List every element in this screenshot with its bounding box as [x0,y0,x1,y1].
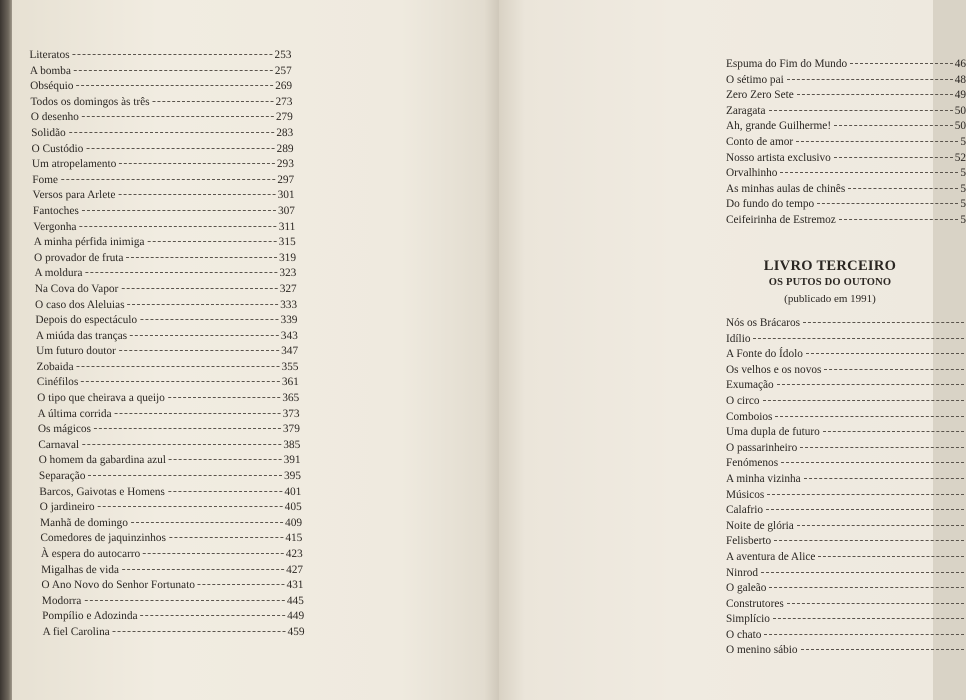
toc-entry [726,472,966,488]
toc-entry [726,441,966,457]
toc-entry-page-number: 301 [277,189,295,202]
toc-leader-dots [806,353,964,354]
toc-leader-dots [764,634,964,635]
toc-entry [29,48,291,64]
toc-entry-title: As minhas aulas de chinês [726,182,846,195]
toc-leader-dots [115,413,281,414]
toc-entry-title: O passarinheiro [726,441,798,454]
toc-entry [726,456,966,472]
toc-entry-title: Fenómenos [726,457,779,470]
toc-entry-page-number: 46 [954,58,966,70]
toc-entry-page-number: 391 [283,454,301,467]
toc-entry [31,142,293,158]
toc-leader-dots [824,369,964,370]
toc-entry-title: Músicos [726,488,765,501]
toc-entry-title: Ah, grande Guilherme! [726,120,832,133]
toc-leader-dots [817,203,958,204]
toc-leader-dots [834,157,953,158]
toc-entry [726,135,966,151]
toc-leader-dots [141,615,286,616]
toc-entry [726,57,966,73]
toc-entry-page-number: 423 [285,548,303,560]
toc-entry-page-number: 427 [286,563,304,576]
toc-entry-page-number: 257 [274,64,292,77]
toc-entry-page-number: 5 [960,198,966,211]
toc-entry-page-number: 283 [276,126,294,139]
toc-entry [726,566,966,582]
section-subtitle: OS PUTOS DO OUTONO [768,277,892,288]
toc-entry [38,422,300,438]
toc-leader-dots [127,304,278,305]
toc-entry-page-number: 445 [286,594,304,607]
toc-entry-title: Uma dupla de futuro [726,426,820,439]
toc-entry-title: A moldura [34,267,83,280]
toc-entry-page-number: 333 [280,298,298,311]
toc-leader-dots [777,384,964,385]
toc-leader-dots [780,172,958,173]
toc-entry-title: A Fonte do Ídolo [726,348,803,361]
toc-entry-title: O caso dos Aleluias [34,298,125,311]
toc-entry-page-number: 5 [960,135,966,148]
toc-entry-title: Modorra [41,594,82,607]
toc-entry-page-number: 409 [284,516,303,529]
toc-entry-page-number: 50 [954,104,966,117]
toc-entry [726,347,966,363]
toc-leader-dots [88,475,282,476]
toc-leader-dots [94,428,281,429]
toc-entry-title: A última corrida [37,407,112,420]
toc-leader-dots [198,584,285,585]
toc-entry-page-number: 379 [282,423,301,436]
toc-leader-dots [787,603,964,604]
toc-entry-title: À espera do autocarro [40,548,141,560]
toc-entry-title: O menino sábio [726,644,798,657]
left-page [12,0,499,700]
toc-entry [40,531,302,547]
toc-entry-page-number: 273 [275,95,293,108]
toc-leader-dots [818,556,964,557]
toc-entry [36,329,298,345]
toc-leader-dots [130,335,279,336]
toc-leader-dots [781,462,964,463]
toc-entry-title: Os mágicos [37,423,92,436]
toc-leader-dots [787,79,953,80]
toc-leader-dots [118,194,275,195]
toc-entry-title: Todos os domingos às três [30,95,150,108]
toc-leader-dots [85,272,277,273]
toc-entry-page-number: 373 [282,407,300,420]
toc-entry-page-number: 415 [285,532,303,545]
toc-entry [36,360,298,376]
toc-entry-page-number: 307 [277,204,296,217]
toc-leader-dots [839,219,959,220]
toc-entry [726,597,966,613]
toc-entry [726,363,966,379]
toc-entry-page-number: 293 [276,158,295,171]
toc-entry-page-number: 431 [286,579,304,592]
toc-entry-page-number: 52 [954,151,966,164]
toc-leader-dots [77,366,280,367]
toc-entry-title: O sétimo pai [726,73,784,86]
toc-entry-title: Carnaval [38,438,80,451]
toc-entry-page-number: 323 [279,267,297,280]
toc-entry-title: Solidão [31,126,66,139]
toc-leader-dots [74,70,273,71]
toc-entry [726,394,966,410]
toc-leader-dots [775,416,964,417]
toc-leader-dots [848,188,958,189]
toc-entry-title: Cinéfilos [36,376,79,389]
toc-entry-title: Os velhos e os novos [726,363,822,376]
toc-entry-title: Um futuro doutor [36,345,116,358]
toc-leader-dots [800,447,964,448]
toc-leader-dots [126,257,277,258]
toc-leader-dots [797,525,964,526]
section-publication-note: (publicado em 1991) [784,293,876,305]
toc-entry [30,64,292,80]
toc-entry [726,628,966,644]
toc-entry-title: Noite de glória [726,519,794,532]
toc-leader-dots [61,179,275,180]
toc-leader-dots [763,400,964,401]
toc-leader-dots [79,226,276,227]
toc-entry [726,550,966,566]
toc-entry [38,453,300,469]
toc-leader-dots [119,350,279,351]
toc-entry-page-number: 319 [278,251,297,264]
toc-entry [37,391,299,407]
toc-entry-page-number: 49 [954,89,966,102]
toc-entry-title: Construtores [726,597,784,610]
toc-leader-dots [801,649,964,650]
toc-leader-dots [73,54,273,55]
toc-entry [40,516,302,532]
toc-leader-dots [823,431,964,432]
toc-entry-title: Fantoches [32,204,79,217]
toc-leader-dots [774,540,964,541]
toc-entry-page-number: 5 [960,167,966,180]
toc-leader-dots [169,537,284,538]
toc-leader-dots [769,110,953,111]
toc-entry-title: O tipo que cheirava a queijo [37,392,166,405]
toc-entry-title: O Custódio [31,142,84,155]
toc-entry [39,469,301,485]
toc-entry-title: O circo [726,394,760,407]
toc-leader-dots [69,132,275,133]
toc-entry-title: Um atropelamento [31,158,117,171]
toc-entry-title: A minha vizinha [726,472,801,485]
toc-leader-dots [753,338,964,339]
toc-entry-title: A miúda das tranças [35,329,128,342]
toc-leader-dots [797,94,953,95]
toc-entry [30,79,292,95]
toc-leader-dots [773,618,964,619]
right-page-toc-bottom [726,316,966,659]
toc-entry [33,220,295,236]
toc-entry-title: Zobaida [36,360,74,373]
toc-entry-title: Vergonha [33,220,77,233]
right-page-toc-top [726,57,966,229]
toc-entry-title: Zero Zero Sete [726,89,794,102]
toc-leader-dots [169,459,282,460]
toc-entry [726,213,966,229]
toc-leader-dots [766,509,964,510]
toc-leader-dots [140,319,278,320]
toc-entry-page-number: 339 [280,314,298,327]
toc-leader-dots [168,491,283,492]
toc-leader-dots [121,288,278,289]
toc-entry [40,500,302,516]
toc-entry [726,643,966,659]
toc-entry-page-number: 279 [275,111,293,124]
toc-entry-title: Do fundo do tempo [726,198,815,211]
toc-entry-title: Idílio [726,332,751,345]
toc-entry-title: O chato [726,628,762,641]
toc-entry-page-number: 311 [278,220,296,233]
toc-leader-dots [147,241,276,242]
left-page-toc [29,48,304,641]
toc-entry-page-number: 355 [281,360,299,373]
toc-leader-dots [803,322,964,323]
toc-entry-title: Obséquio [30,80,74,93]
toc-entry [41,547,303,563]
toc-entry [726,332,966,348]
toc-entry-title: Felisberto [726,535,772,548]
toc-entry [36,344,298,360]
toc-leader-dots [81,381,280,382]
toc-entry-title: Fome [32,173,59,186]
toc-entry [726,503,966,519]
toc-entry [32,157,294,173]
toc-entry [39,485,301,501]
toc-leader-dots [850,63,953,64]
toc-entry-title: A fiel Carolina [42,625,110,638]
toc-entry-title: Versos para Arlete [32,189,116,202]
toc-leader-dots [769,587,964,588]
toc-entry [726,534,966,550]
toc-leader-dots [796,141,958,142]
toc-entry-page-number: 5 [960,182,966,195]
toc-entry-title: O galeão [726,582,767,595]
toc-entry-title: Pompílio e Adozinda [42,610,138,623]
toc-entry-page-number: 48 [954,73,966,86]
toc-entry-title: O provador de fruta [33,251,124,264]
toc-entry [726,104,966,120]
toc-entry-page-number: 50 [954,120,966,133]
toc-entry-title: O Ano Novo do Senhor Fortunato [41,579,196,592]
toc-entry [726,88,966,104]
toc-entry-title: O homem da gabardina azul [38,454,167,467]
toc-entry-title: Calafrio [726,504,764,517]
toc-entry-title: Nosso artista exclusivo [726,151,831,164]
toc-entry [32,188,294,204]
toc-entry [37,375,299,391]
toc-entry [35,313,297,329]
toc-leader-dots [168,397,280,398]
toc-entry-page-number: 315 [278,236,296,249]
toc-entry [726,410,966,426]
toc-entry-page-number: 269 [275,80,293,93]
toc-entry [41,563,303,579]
toc-entry [34,251,296,267]
toc-entry [33,204,295,220]
toc-leader-dots [113,631,286,632]
toc-entry-page-number: 405 [284,501,302,514]
toc-entry-title: Ceifeirinha de Estremoz [726,213,836,226]
toc-entry-page-number: 385 [283,438,301,451]
toc-entry-title: Zaragata [726,104,766,117]
toc-entry-title: Exumação [726,379,774,392]
toc-entry-page-number: 347 [281,345,299,358]
toc-entry [31,126,293,142]
toc-leader-dots [122,569,284,570]
toc-entry-title: Separação [38,470,86,483]
toc-entry-page-number: 459 [287,625,305,638]
toc-entry [726,519,966,535]
toc-entry-title: Manhã de domingo [39,516,129,529]
toc-entry-title: A aventura de Alice [726,550,816,563]
toc-entry-title: A bomba [29,64,72,77]
toc-leader-dots [767,494,964,495]
toc-entry-title: Orvalhinho [726,167,778,180]
toc-leader-dots [153,101,274,102]
toc-entry-title: Nós os Brácaros [726,317,801,329]
toc-entry [726,378,966,394]
toc-entry [726,612,966,628]
toc-entry-title: O jardineiro [39,501,95,514]
toc-entry-title: Comboios [726,410,773,423]
toc-entry [726,425,966,441]
toc-entry [726,197,966,213]
toc-leader-dots [82,444,281,445]
toc-entry-title: A minha pérfida inimiga [33,236,145,249]
section-heading: LIVRO TERCEIRO [763,258,897,274]
toc-entry [726,151,966,167]
toc-leader-dots [86,148,274,149]
toc-leader-dots [804,478,964,479]
toc-entry-page-number: 5 [960,213,966,226]
toc-entry-title: Migalhas de vida [40,563,120,576]
toc-leader-dots [119,163,275,164]
toc-leader-dots [98,506,283,507]
toc-entry-title: Ninrod [726,566,759,579]
toc-entry [726,316,966,332]
toc-entry [31,110,293,126]
toc-entry-title: Conto de amor [726,135,794,148]
toc-entry [37,407,299,423]
toc-leader-dots [761,572,964,573]
toc-leader-dots [143,553,284,554]
right-page [499,0,966,700]
toc-entry-page-number: 361 [281,376,300,389]
toc-entry [726,166,966,182]
toc-entry-page-number: 365 [282,392,300,405]
toc-entry-title: Comedores de jaquinzinhos [40,532,167,545]
toc-entry [35,298,297,314]
toc-entry-page-number: 395 [283,470,302,483]
toc-entry-title: Espuma do Fim do Mundo [726,58,848,70]
toc-entry [726,182,966,198]
toc-entry [42,625,304,641]
toc-entry [42,594,304,610]
toc-entry-title: Barcos, Gaivotas e Homens [39,485,165,498]
toc-entry-page-number: 253 [274,49,292,61]
toc-entry [726,581,966,597]
toc-entry-page-number: 401 [284,485,302,498]
toc-entry [34,235,296,251]
toc-leader-dots [82,116,274,117]
toc-entry [726,488,966,504]
toc-entry [726,119,966,135]
toc-entry-title: Literatos [29,49,70,61]
toc-entry-title: Na Cova do Vapor [34,282,119,295]
toc-entry [41,578,303,594]
toc-entry [35,282,297,298]
toc-entry-title: O desenho [30,111,80,124]
toc-entry-page-number: 327 [279,282,297,295]
toc-entry [42,609,304,625]
toc-entry-title: Depois do espectáculo [35,314,138,327]
toc-entry [34,266,296,282]
toc-leader-dots [82,210,276,211]
toc-entry-page-number: 343 [280,329,298,342]
toc-leader-dots [76,85,273,86]
toc-leader-dots [131,522,283,523]
toc-entry-page-number: 297 [277,173,295,186]
toc-entry-page-number: 449 [287,610,305,623]
toc-leader-dots [834,125,953,126]
toc-entry-title: Simplício [726,613,770,626]
toc-entry [30,95,292,111]
toc-leader-dots [84,600,285,601]
toc-entry [38,438,300,454]
toc-entry [32,173,294,189]
toc-entry-page-number: 289 [276,142,294,155]
toc-entry [726,73,966,89]
